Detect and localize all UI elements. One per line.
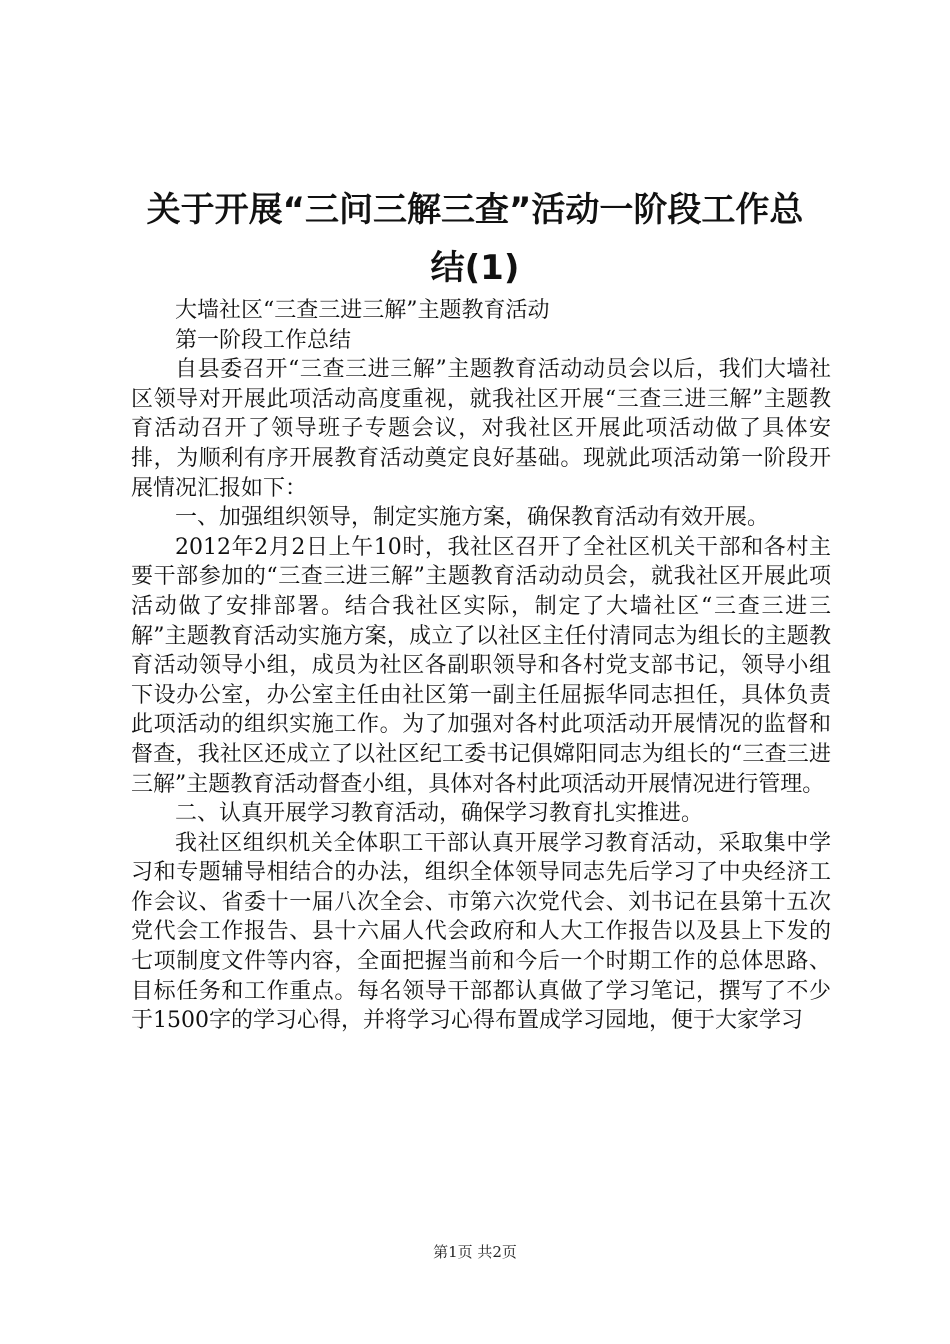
page-footer: 第1页 共2页 [433, 1243, 517, 1261]
body-paragraph: 一、加强组织领导，制定实施方案，确保教育活动有效开展。 [175, 505, 770, 531]
document-title-line-2: 结(1) [430, 248, 520, 288]
body-paragraph: 2012年2月2日上午10时，我社区召开了全社区机关干部和各村主要干部参加的“三查三进三解”主题教育活动动员会，就我社区开展此项活动做了安排部署。结合我社区实际，制定了大墙社区“三查三进三解”主题教育活动实施方案，成立了以社区主任付清同志为组长的主题教育活动领导小组，成员为社区各副职领导和各村党支部书记，领导小组下设办公室，办公室主任由社区第一副主任屈振华同志担任，具体负责此项活动的组织实施工作。为了加强对各村此项活动开展情况的监督和督查，我社区还成立了以社区纪工委书记俱嫦阳同志为组长的“三查三进三解”主题教育活动督查小组，具体对各村此项活动开展情况进行管理。 [131, 534, 831, 797]
document-body [131, 296, 831, 1036]
body-paragraph: 二、认真开展学习教育活动，确保学习教育扎实推进。 [175, 801, 704, 827]
body-paragraph: 我社区组织机关全体职工干部认真开展学习教育活动，采取集中学习和专题辅导相结合的办法，组织全体领导同志先后学习了中央经济工作会议、省委十一届八次全会、市第六次党代会、刘书记在县第十五次党代会工作报告、县十六届人代会政府和人大工作报告以及县上下发的七项制度文件等内容，全面把握当前和今后一个时期工作的总体思路、目标任务和工作重点。每名领导干部都认真做了学习笔记，撰写了不少于1500字的学习心得，并将学习心得布置成学习园地，便于大家学习 [131, 830, 831, 1034]
body-paragraph: 第一阶段工作总结 [175, 327, 352, 353]
body-paragraph: 大墙社区“三查三进三解”主题教育活动 [175, 298, 550, 323]
body-paragraph: 自县委召开“三查三进三解”主题教育活动动员会以后，我们大墙社区领导对开展此项活动高度重视，就我社区开展“三查三进三解”主题教育活动召开了领导班子专题会议，对我社区开展此项活动做了具体安排，为顺利有序开展教育活动奠定良好基础。现就此项活动第一阶段开展情况汇报如下： [131, 357, 831, 501]
document-title-line-1: 关于开展“三问三解三查”活动一阶段工作总 [146, 190, 804, 230]
